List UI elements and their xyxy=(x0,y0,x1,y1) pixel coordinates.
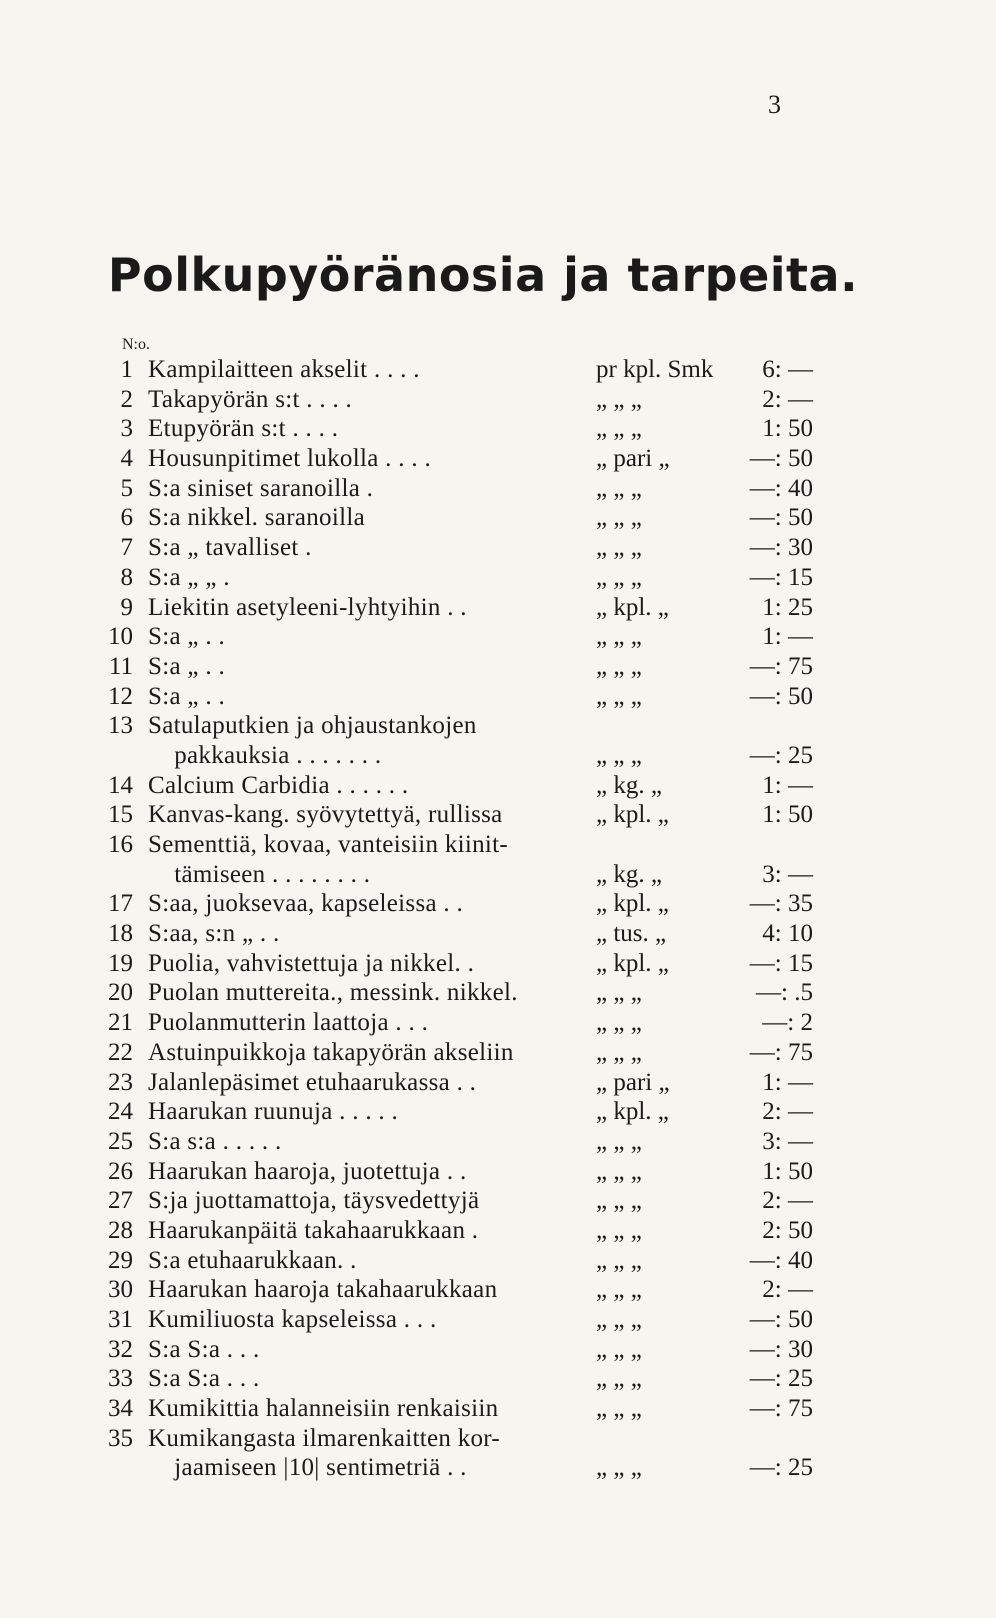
item-number: 34 xyxy=(108,1395,133,1423)
item-number: 9 xyxy=(120,593,133,621)
list-item xyxy=(0,563,996,593)
item-description: S:a etuhaarukkaan. . xyxy=(148,1246,357,1274)
item-price: —: 25 xyxy=(749,1454,813,1482)
item-unit: „ „ „ xyxy=(596,385,642,413)
item-description: S:a S:a . . . xyxy=(148,1365,260,1393)
item-number: 27 xyxy=(108,1187,133,1215)
item-unit: „ kpl. „ xyxy=(596,949,669,977)
list-item xyxy=(0,1186,996,1216)
page-number: 3 xyxy=(768,90,781,119)
item-unit: „ „ „ xyxy=(596,979,642,1007)
item-number: 18 xyxy=(108,920,133,948)
item-unit: „ „ „ xyxy=(596,1127,642,1155)
list-item xyxy=(0,800,996,830)
item-unit: „ „ „ xyxy=(596,1157,642,1185)
item-price: 6: — xyxy=(762,356,813,383)
item-price: —: 75 xyxy=(749,652,813,680)
item-description: S:a s:a . . . . . xyxy=(148,1127,282,1155)
item-number: 33 xyxy=(108,1365,133,1393)
list-item xyxy=(0,593,996,623)
list-item xyxy=(0,1038,996,1068)
list-item xyxy=(0,1275,996,1305)
number-column-header: N:o. xyxy=(122,336,150,353)
item-price: —: 15 xyxy=(749,949,813,977)
item-number: 32 xyxy=(108,1335,133,1363)
list-item xyxy=(0,1097,996,1127)
item-unit: „ „ „ xyxy=(596,1038,642,1066)
page-title: Polkupyöränosia ja tarpeita. xyxy=(107,248,859,302)
item-description: Sementtiä, kovaa, vanteisiin kiinit- tämiseen . . . . . . . . xyxy=(148,831,509,888)
item-unit: „ „ „ xyxy=(596,1335,642,1363)
item-description: S:a nikkel. saranoilla xyxy=(148,504,365,532)
item-number: 8 xyxy=(120,563,133,591)
item-unit: „ „ „ xyxy=(596,652,642,680)
item-price: 2: 50 xyxy=(762,1216,813,1244)
item-unit: „ „ „ xyxy=(596,534,642,562)
item-description: S:a „ . . xyxy=(148,623,225,651)
item-number: 22 xyxy=(108,1038,133,1066)
item-description: Haarukan haaroja, juotettuja . . xyxy=(148,1157,467,1185)
item-price: 2: — xyxy=(762,1276,813,1304)
item-description: S:aa, s:n „ . . xyxy=(148,920,280,948)
price-list xyxy=(0,355,996,1483)
item-description: Etupyörän s:t . . . . xyxy=(148,415,339,443)
list-item xyxy=(0,414,996,444)
item-price: 2: — xyxy=(762,1187,813,1215)
item-unit: „ „ „ xyxy=(596,1246,642,1274)
item-unit: „ kpl. „ xyxy=(596,1098,669,1126)
item-number: 23 xyxy=(108,1068,133,1096)
item-price: 1: 50 xyxy=(762,1157,813,1185)
item-number: 13 xyxy=(108,712,133,740)
item-unit: „ kpl. „ xyxy=(596,593,669,621)
item-price: —: 30 xyxy=(749,534,813,562)
item-price: —: 40 xyxy=(749,474,813,502)
item-price: 1: — xyxy=(762,771,813,799)
item-price: —: 50 xyxy=(749,504,813,532)
item-unit: „ kg. „ xyxy=(596,860,662,888)
item-description: S:a „ „ . xyxy=(148,563,230,591)
item-unit: „ „ „ xyxy=(596,1454,642,1482)
list-item xyxy=(0,385,996,415)
item-unit: „ tus. „ xyxy=(596,920,667,948)
list-item xyxy=(0,1394,996,1424)
list-item xyxy=(0,1246,996,1276)
item-description: Haarukan haaroja takahaarukkaan xyxy=(148,1276,498,1304)
item-number: 28 xyxy=(108,1216,133,1244)
item-number: 30 xyxy=(108,1276,133,1304)
item-price: —: 75 xyxy=(749,1038,813,1066)
item-price: —: 50 xyxy=(749,445,813,473)
item-description: Astuinpuikkoja takapyörän akseliin xyxy=(148,1038,514,1066)
item-price: —: 75 xyxy=(749,1395,813,1423)
item-price: —: 2 xyxy=(762,1009,813,1037)
item-description: Haarukanpäitä takahaarukkaan . xyxy=(148,1216,479,1244)
item-price: —: 50 xyxy=(749,682,813,710)
item-price: —: .5 xyxy=(756,979,813,1007)
list-item xyxy=(0,1068,996,1098)
item-unit: „ kg. „ xyxy=(596,771,662,799)
list-item xyxy=(0,1216,996,1246)
item-number: 11 xyxy=(108,652,133,680)
list-item xyxy=(0,919,996,949)
item-unit: „ „ „ xyxy=(596,1009,642,1037)
item-price: 1: 50 xyxy=(762,415,813,443)
item-unit: pr kpl. Smk xyxy=(596,356,714,383)
item-unit: „ „ „ xyxy=(596,1187,642,1215)
list-item xyxy=(0,474,996,504)
list-item xyxy=(0,1335,996,1365)
item-description: S:a siniset saranoilla . xyxy=(148,474,374,502)
item-unit: „ „ „ xyxy=(596,504,642,532)
item-description: Kumiliuosta kapseleissa . . . xyxy=(148,1306,437,1334)
item-number: 14 xyxy=(108,771,133,799)
item-number: 3 xyxy=(120,415,133,443)
item-unit: „ pari „ xyxy=(596,445,670,473)
item-description: Kanvas-kang. syövytettyä, rullissa xyxy=(148,801,503,829)
list-item xyxy=(0,1424,996,1483)
item-number: 21 xyxy=(108,1009,133,1037)
item-price: 4: 10 xyxy=(762,920,813,948)
item-description: Haarukan ruunuja . . . . . xyxy=(148,1098,399,1126)
list-item xyxy=(0,444,996,474)
item-number: 24 xyxy=(108,1098,133,1126)
item-price: 3: — xyxy=(762,860,813,888)
list-item xyxy=(0,1127,996,1157)
item-description: Jalanlepäsimet etuhaarukassa . . xyxy=(148,1068,477,1096)
item-number: 35 xyxy=(108,1424,133,1452)
item-description: Calcium Carbidia . . . . . . xyxy=(148,771,409,799)
item-unit: „ „ „ xyxy=(596,741,642,769)
item-number: 2 xyxy=(120,385,133,413)
item-price: —: 30 xyxy=(749,1335,813,1363)
item-description: Puolanmutterin laattoja . . . xyxy=(148,1009,429,1037)
item-description: Puolia, vahvistettuja ja nikkel. . xyxy=(148,949,475,977)
item-price: —: 40 xyxy=(749,1246,813,1274)
list-item xyxy=(0,978,996,1008)
item-number: 25 xyxy=(108,1127,133,1155)
item-number: 12 xyxy=(108,682,133,710)
item-number: 1 xyxy=(120,356,133,383)
item-unit: „ „ „ xyxy=(596,682,642,710)
item-number: 5 xyxy=(120,474,133,502)
list-item xyxy=(0,622,996,652)
item-price: 2: — xyxy=(762,1098,813,1126)
item-unit: „ „ „ xyxy=(596,623,642,651)
item-number: 15 xyxy=(108,801,133,829)
item-description: S:a „ tavalliset . xyxy=(148,534,312,562)
item-number: 7 xyxy=(120,534,133,562)
item-number: 4 xyxy=(120,445,133,473)
list-item xyxy=(0,355,996,385)
item-description: Kumikittia halanneisiin renkaisiin xyxy=(148,1395,499,1423)
item-number: 29 xyxy=(108,1246,133,1274)
list-item xyxy=(0,533,996,563)
list-item xyxy=(0,1305,996,1335)
list-item xyxy=(0,949,996,979)
item-description: Takapyörän s:t . . . . xyxy=(148,385,353,413)
list-item xyxy=(0,830,996,889)
item-unit: „ kpl. „ xyxy=(596,890,669,918)
item-unit: „ „ „ xyxy=(596,415,642,443)
list-item xyxy=(0,889,996,919)
item-number: 16 xyxy=(108,831,133,859)
item-number: 6 xyxy=(120,504,133,532)
item-price: —: 50 xyxy=(749,1306,813,1334)
item-description: Kumikangasta ilmarenkaitten kor- jaamiseen |10| sentimetriä . . xyxy=(148,1424,501,1482)
item-description: Housunpitimet lukolla . . . . xyxy=(148,445,431,473)
item-description: S:a S:a . . . xyxy=(148,1335,260,1363)
item-number: 31 xyxy=(108,1306,133,1334)
item-description: S:ja juottamattoja, täysvedettyjä xyxy=(148,1187,480,1215)
item-unit: „ „ „ xyxy=(596,1306,642,1334)
list-item xyxy=(0,1364,996,1394)
list-item xyxy=(0,682,996,712)
list-item xyxy=(0,1157,996,1187)
item-price: —: 25 xyxy=(749,741,813,769)
item-description: S:a „ . . xyxy=(148,652,225,680)
item-number: 10 xyxy=(108,623,133,651)
item-unit: „ „ „ xyxy=(596,474,642,502)
item-unit: „ „ „ xyxy=(596,1216,642,1244)
item-price: 1: — xyxy=(762,1068,813,1096)
item-description: Liekitin asetyleeni-lyhtyihin . . xyxy=(148,593,467,621)
item-price: 3: — xyxy=(762,1127,813,1155)
list-item xyxy=(0,711,996,770)
item-description: Satulaputkien ja ohjaustankojen pakkauksia . . . . . . . xyxy=(148,712,477,769)
item-unit: „ „ „ xyxy=(596,1365,642,1393)
list-item xyxy=(0,1008,996,1038)
list-item xyxy=(0,652,996,682)
item-price: —: 35 xyxy=(749,890,813,918)
item-unit: „ „ „ xyxy=(596,1276,642,1304)
item-price: 1: 25 xyxy=(762,593,813,621)
item-price: —: 25 xyxy=(749,1365,813,1393)
item-price: —: 15 xyxy=(749,563,813,591)
list-item xyxy=(0,503,996,533)
item-unit: „ „ „ xyxy=(596,1395,642,1423)
item-number: 19 xyxy=(108,949,133,977)
item-number: 20 xyxy=(108,979,133,1007)
item-number: 17 xyxy=(108,890,133,918)
item-description: Puolan muttereita., messink. nikkel. xyxy=(148,979,518,1007)
item-unit: „ kpl. „ xyxy=(596,801,669,829)
item-price: 1: 50 xyxy=(762,801,813,829)
item-unit: „ pari „ xyxy=(596,1068,670,1096)
item-description: S:a „ . . xyxy=(148,682,225,710)
item-description: Kampilaitteen akselit . . . . xyxy=(148,356,420,383)
item-unit: „ „ „ xyxy=(596,563,642,591)
item-number: 26 xyxy=(108,1157,133,1185)
item-price: 1: — xyxy=(762,623,813,651)
item-description: S:aa, juoksevaa, kapseleissa . . xyxy=(148,890,464,918)
item-price: 2: — xyxy=(762,385,813,413)
list-item xyxy=(0,771,996,801)
